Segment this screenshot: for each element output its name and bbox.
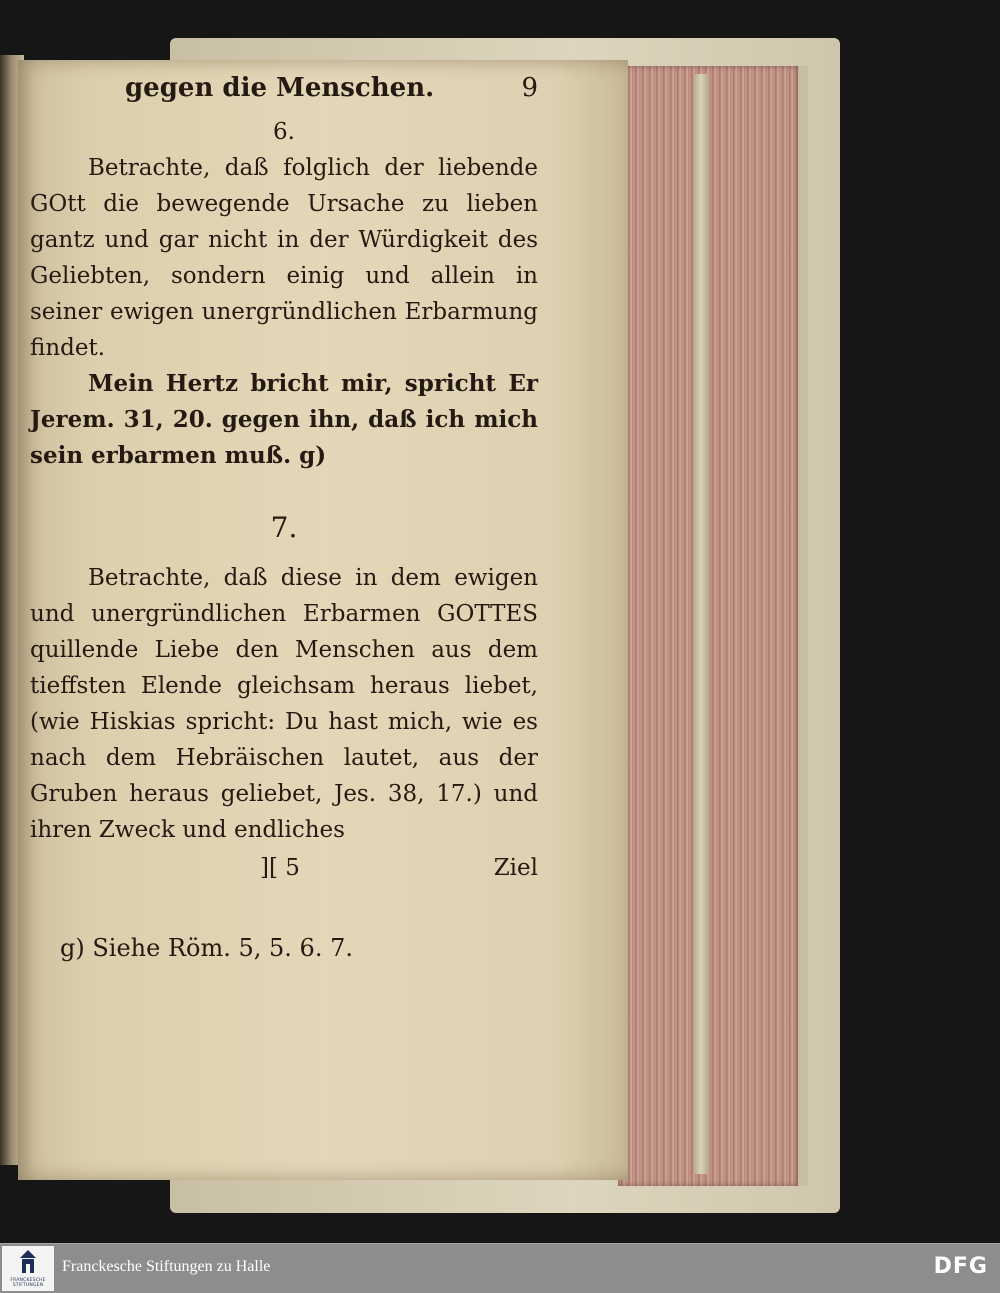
catchword: Ziel (493, 855, 538, 881)
logo-text: FRANCKESCHE STIFTUNGEN (10, 1278, 46, 1288)
red-page-edges (618, 66, 808, 1186)
section-6-paragraph-1: Betrachte, daß folglich der liebende GOtt die bewegende Ursache zu lieben gantz und gar nicht in der Würdigkeit des Geliebten, sondern einig und allein in seiner ewigen unergründlichen Erbarmung findet. (30, 155, 538, 361)
section-number-7: 7. (270, 511, 298, 544)
section-7-paragraph-1: Betrachte, daß diese in dem ewigen und unergründlichen Erbarmen GOTTES quillende Liebe den Menschen aus dem tieffsten Elende gleichsam heraus liebet, (wie Hiskias spricht: Du hast mich, wie es nach dem Hebräischen lautet, aus der Gruben heraus geliebet, Jes. 38, 17.) und ihren Zweck und endliches (30, 565, 538, 843)
dfg-logo[interactable]: DFG (933, 1254, 988, 1279)
page-number: 9 (521, 73, 538, 103)
running-head-title: gegen die Menschen. (125, 73, 435, 103)
franckesche-logo[interactable] (2, 1246, 54, 1291)
institution-name[interactable]: Franckesche Stiftungen zu Halle (62, 1258, 271, 1275)
viewer-footer (0, 1243, 1000, 1293)
running-head (30, 70, 538, 114)
signature-mark: ][ 5 (260, 855, 300, 881)
signature-line (30, 850, 538, 892)
section-number-6: 6. (273, 119, 295, 145)
footnote: g) Siehe Röm. 5, 5. 6. 7. (60, 934, 353, 962)
section-6-paragraph-2: Mein Hertz bricht mir, spricht Er Jerem. 31, 20. gegen ihn, daß ich mich sein erbarmen muß. g) (30, 370, 538, 469)
institution-building-icon (20, 1250, 36, 1276)
page-text (30, 70, 538, 966)
